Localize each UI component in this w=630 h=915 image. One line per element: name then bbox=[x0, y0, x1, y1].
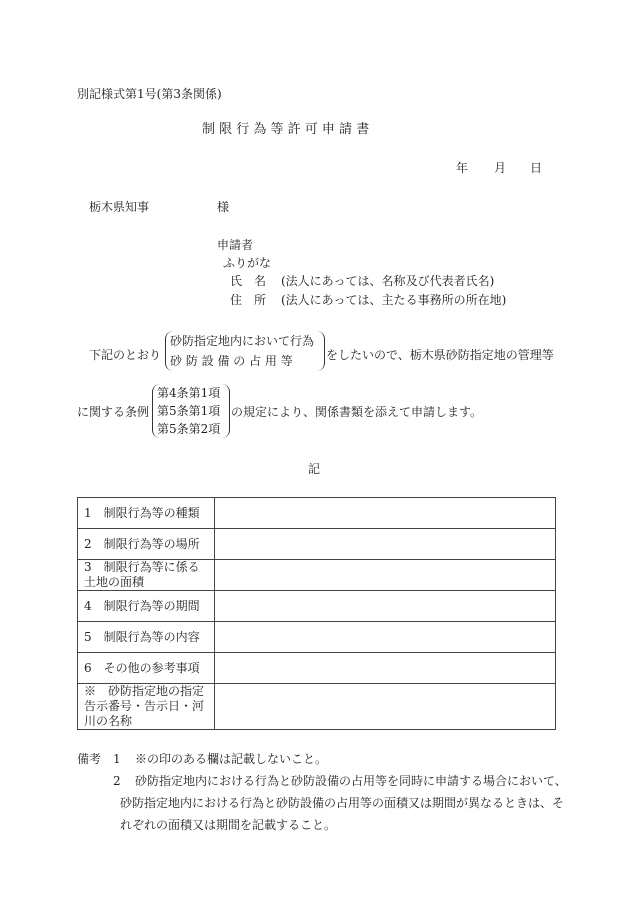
option-2-c: 第5条第2項 bbox=[157, 422, 221, 436]
table-row bbox=[78, 653, 556, 684]
address-note: (法人にあっては、主たる事務所の所在地) bbox=[281, 293, 507, 307]
body-prefix: 下記のとおり bbox=[89, 348, 162, 362]
row-value-field[interactable] bbox=[215, 498, 556, 529]
row-value-field[interactable] bbox=[215, 591, 556, 622]
row-label: 3 制限行為等に係る土地の面積 bbox=[78, 560, 215, 591]
option-1-a: 砂防指定地内において行為 bbox=[170, 334, 315, 348]
row-label: ※ 砂防指定地の指定告示番号・告示日・河川の名称 bbox=[78, 684, 215, 730]
table-row bbox=[78, 498, 556, 529]
remark-text: ※の印のある欄は記載しないこと。 bbox=[135, 752, 328, 766]
row-label: 2 制限行為等の場所 bbox=[78, 529, 215, 560]
page-title: 制 限 行 為 等 許 可 申 請 書 bbox=[202, 122, 370, 137]
date-month: 月 bbox=[494, 161, 507, 175]
table-row bbox=[78, 529, 556, 560]
row-value-field[interactable] bbox=[215, 529, 556, 560]
name-label: 氏 名 bbox=[230, 274, 267, 288]
row-label: 6 その他の参考事項 bbox=[78, 653, 215, 684]
row-label: 1 制限行為等の種類 bbox=[78, 498, 215, 529]
row-value-field[interactable] bbox=[215, 653, 556, 684]
application-table bbox=[77, 497, 556, 730]
ki-heading: 記 bbox=[308, 462, 321, 476]
row-value-field[interactable] bbox=[215, 622, 556, 653]
date-day: 日 bbox=[530, 161, 543, 175]
name-note: (法人にあっては、名称及び代表者氏名) bbox=[281, 274, 495, 288]
addressee-name: 栃木県知事 bbox=[89, 200, 150, 214]
form-id: 別記様式第1号(第3条関係) bbox=[77, 87, 222, 101]
row-value-field[interactable] bbox=[215, 684, 556, 730]
row-label: 4 制限行為等の期間 bbox=[78, 591, 215, 622]
option-2-b: 第5条第1項 bbox=[157, 404, 221, 418]
remark-continuation: れぞれの面積又は期間を記載すること。 bbox=[120, 818, 337, 832]
date-year: 年 bbox=[456, 161, 469, 175]
remark-continuation: 砂防指定地内における行為と砂防設備の占用等の面積又は期間が異なるときは、そ bbox=[120, 796, 565, 810]
remarks-heading: 備考 bbox=[77, 752, 102, 766]
option-1-b: 砂 防 設 備 の 占 用 等 bbox=[170, 354, 293, 368]
remark-text: 砂防指定地内における行為と砂防設備の占用等を同時に申請する場合において、 bbox=[135, 774, 567, 788]
addressee-honorific: 様 bbox=[217, 200, 230, 214]
table-row bbox=[78, 591, 556, 622]
row-value-field[interactable] bbox=[215, 560, 556, 591]
body-suffix: の規定により、関係書類を添えて申請します。 bbox=[231, 405, 483, 419]
remark-num: 2 bbox=[113, 774, 121, 788]
furigana-label: ふりがな bbox=[223, 256, 272, 270]
row-label: 5 制限行為等の内容 bbox=[78, 622, 215, 653]
table-row bbox=[78, 560, 556, 591]
applicant-label: 申請者 bbox=[217, 238, 254, 252]
option-group-1 bbox=[165, 331, 325, 371]
option-group-2 bbox=[152, 384, 230, 438]
address-label: 住 所 bbox=[230, 293, 267, 307]
table-row bbox=[78, 622, 556, 653]
remark-num: 1 bbox=[113, 752, 121, 766]
table-row bbox=[78, 684, 556, 730]
body-middle: をしたいので、栃木県砂防指定地の管理等 bbox=[326, 348, 554, 362]
option-2-a: 第4条第1項 bbox=[157, 386, 221, 400]
remarks bbox=[77, 748, 567, 836]
body-line2-prefix: に関する条例 bbox=[77, 405, 150, 419]
